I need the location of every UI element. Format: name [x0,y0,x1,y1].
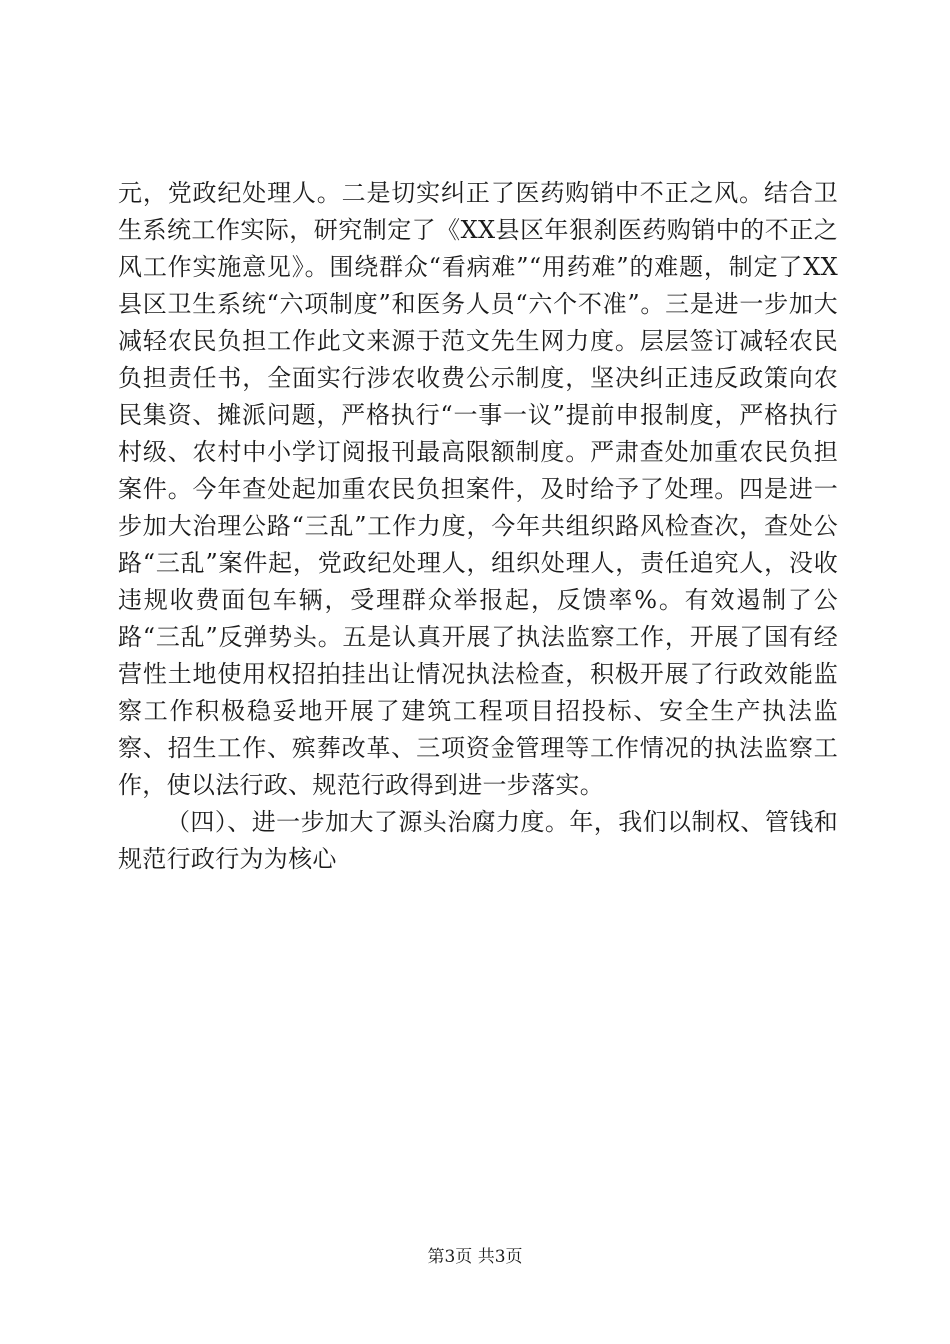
page-footer: 第3页 共3页 [427,1247,523,1267]
paragraph-2: （四）、进一步加大了源头治腐力度。年，我们以制权、管钱和规范行政行为为核心 [118,808,838,873]
paragraph-1: 元，党政纪处理人。二是切实纠正了医药购销中不正之风。结合卫生系统工作实际，研究制定了《XX县区年狠刹医药购销中的不正之风工作实施意见》。围绕群众“看病难”“用药难”的难题，制定了XX县区卫生系统“六项制度”和医务人员“六个不准”。三是进一步加大减轻农民负担工作此文来源于范文先生网力度。层层签订减轻农民负担责任书，全面实行涉农收费公示制度，坚决纠正违反政策向农民集资、摊派问题，严格执行“一事一议”提前申报制度，严格执行村级、农村中小学订阅报刊最高限额制度。严肃查处加重农民负担案件。今年查处起加重农民负担案件，及时给予了处理。四是进一步加大治理公路“三乱”工作力度，今年共组织路风检查次，查处公路“三乱”案件起，党政纪处理人，组织处理人，责任追究人，没收违规收费面包车辆，受理群众举报起，反馈率%。有效遏制了公路“三乱”反弹势头。五是认真开展了执法监察工作，开展了国有经营性土地使用权招拍挂出让情况执法检查，积极开展了行政效能监察工作积极稳妥地开展了建筑工程项目招投标、安全生产执法监察、招生工作、殡葬改革、三项资金管理等工作情况的执法监察工作，使以法行政、规范行政得到进一步落实。 [118,179,838,799]
document-body [118,175,838,878]
